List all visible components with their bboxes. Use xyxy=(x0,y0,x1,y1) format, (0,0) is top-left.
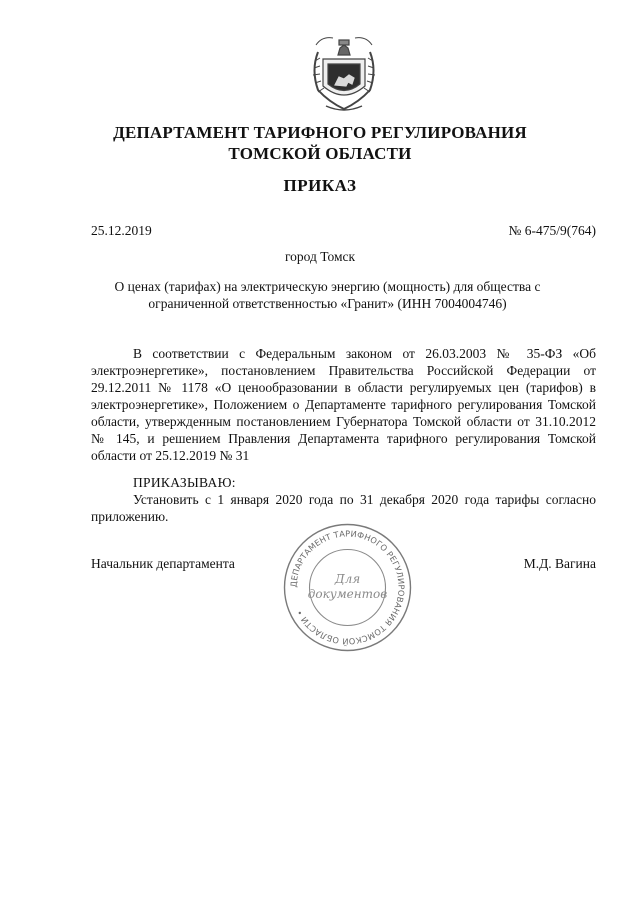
coat-of-arms-icon xyxy=(300,28,388,116)
department-title-line2: ТОМСКОЙ ОБЛАСТИ xyxy=(228,144,412,163)
legal-basis-paragraph: В соответствии с Федеральным законом от 26.03.2003 № 35-ФЗ «Об электроэнергетике», постановлением Правительства Российской Федерации от 29.12.2011 № 1178 «О ценообразовании в области регулируемых цен (тарифов) в электроэнергетике», Положением о Департаменте тарифного регулирования Томской области, утвержденным постановлением Губернатора Томской области от 31.10.2012 № 145, и решением Правления Департамента тарифного регулирования Томской области от 25.12.2019 № 31 xyxy=(91,346,596,463)
document-type-heading: ПРИКАЗ xyxy=(283,176,357,195)
department-title-line1: ДЕПАРТАМЕНТ ТАРИФНОГО РЕГУЛИРОВАНИЯ xyxy=(113,123,527,142)
stamp-ring-text: ДЕПАРТАМЕНТ ТАРИФНОГО РЕГУЛИРОВАНИЯ ТОМСКОЙ ОБЛАСТИ • xyxy=(288,528,407,647)
signer-position: Начальник департамента xyxy=(91,556,235,571)
decree-text: Установить с 1 января 2020 года по 31 декабря 2020 года тарифы согласно приложению. xyxy=(91,492,596,524)
document-number: № 6-475/9(764) xyxy=(508,223,596,238)
document-date: 25.12.2019 xyxy=(91,223,152,238)
document-city: город Томск xyxy=(284,249,356,264)
official-stamp xyxy=(280,520,415,655)
stamp-center-line2: документов xyxy=(307,587,388,601)
stamp-center-line1: Для xyxy=(334,572,361,586)
document-subject: О ценах (тарифах) на электрическую энергию (мощность) для общества с ограниченной ответственностью «Гранит» (ИНН 7004004746) xyxy=(114,279,541,311)
signer-name: М.Д. Вагина xyxy=(523,556,596,571)
order-word: ПРИКАЗЫВАЮ: xyxy=(133,475,236,490)
